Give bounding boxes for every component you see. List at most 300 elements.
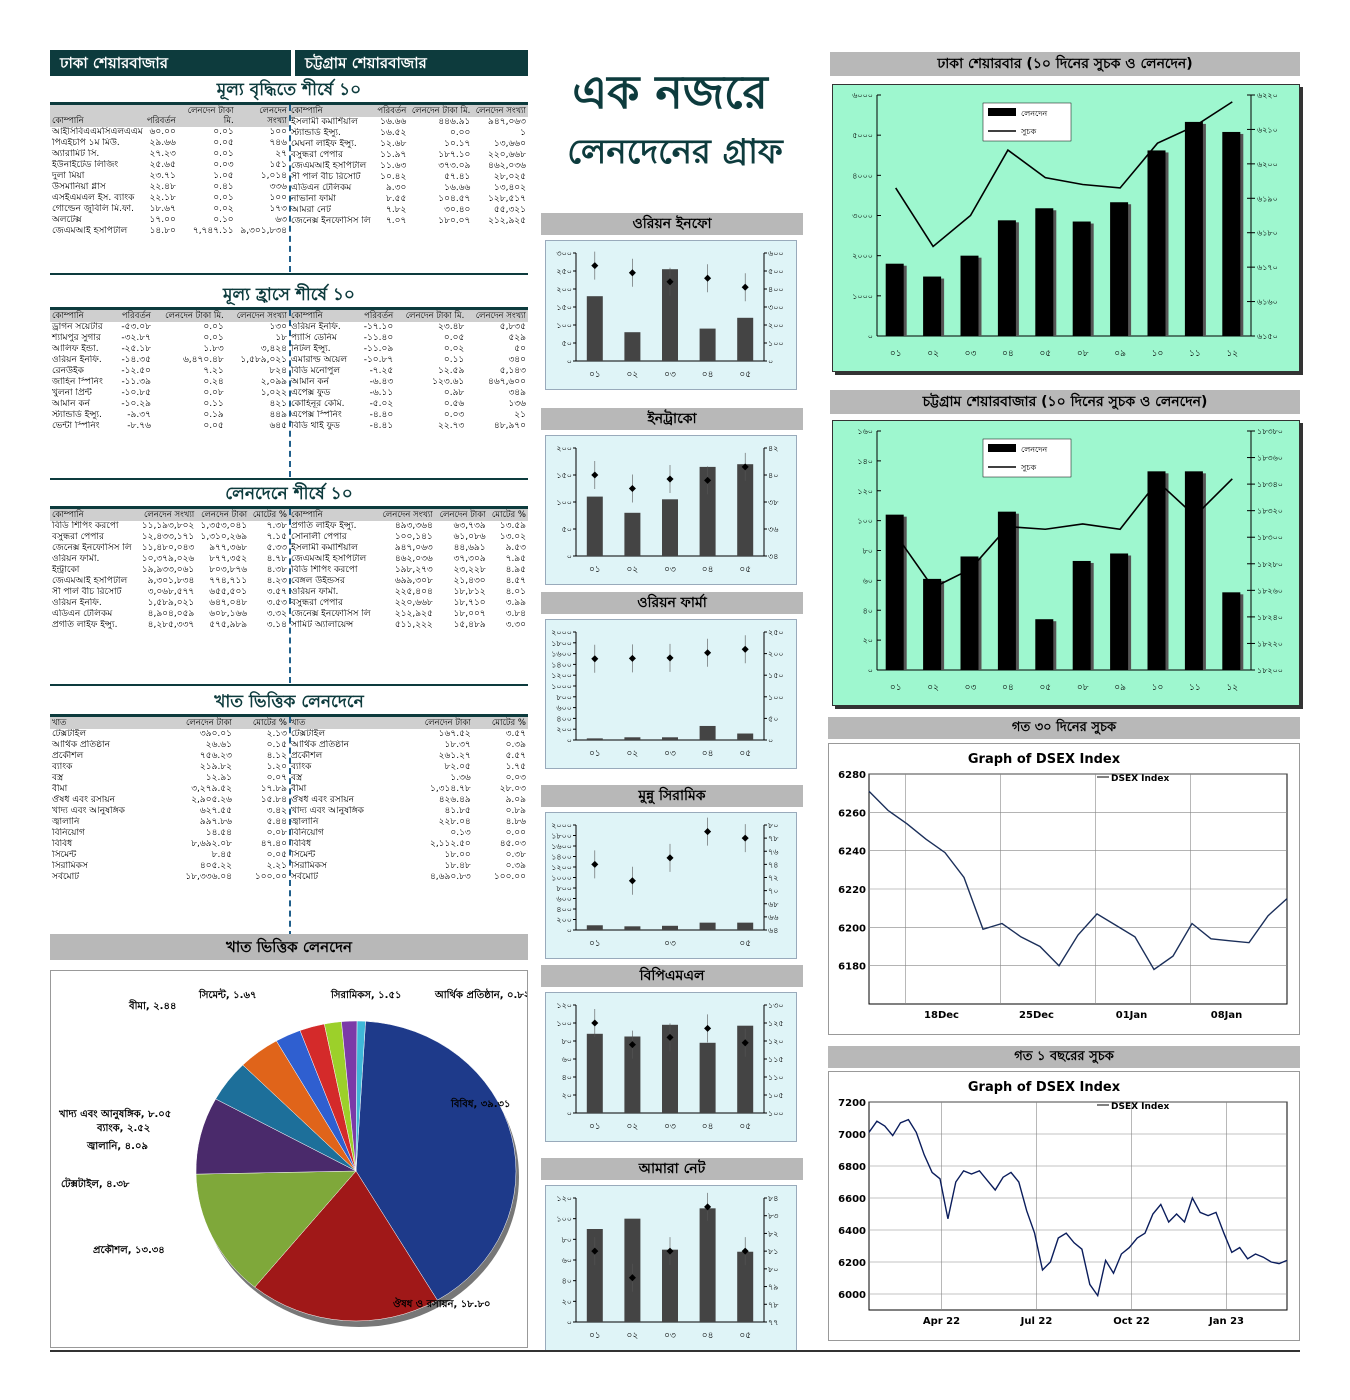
table-cell: ৪.১২: [266, 751, 287, 761]
table-cell: ০.০৩: [505, 773, 526, 783]
y2-tick-label: ৭৭: [768, 1318, 779, 1327]
y2-tick-label: ১৮২৮০: [1257, 559, 1283, 569]
table-row: [289, 740, 528, 751]
y-tick-label: ৫০: [561, 525, 572, 534]
table-cell: ৫৭৫,৯৮৯: [209, 620, 248, 630]
y2-tick-label: ২০০: [768, 649, 784, 659]
oriongen-chart: [546, 241, 796, 389]
dsex30-panel: [828, 743, 1300, 1035]
dot: [629, 485, 636, 492]
y2-tick-label: ৫০০: [768, 267, 784, 276]
column-header: খাত: [50, 717, 161, 729]
pie-label: আর্থিক প্রতিষ্ঠান, ০.৮২: [435, 990, 527, 1001]
table-cell: বিবিধ: [52, 839, 73, 849]
table-cell: ০.০১: [213, 193, 234, 203]
y-tick-label: ০: [566, 357, 572, 366]
column-header: পরিবর্তন: [357, 310, 395, 322]
table-cell: ৭.১৫: [266, 532, 287, 542]
table-cell: ৮০৩,৮৭৬: [209, 565, 248, 575]
table-cell: ওরিয়ন ফার্মা.: [52, 554, 100, 564]
table-cell: ০.০১: [213, 149, 234, 159]
bar: [624, 926, 640, 930]
y2-tick-label: ৩৪: [768, 552, 779, 561]
table-cell: ০.২৪: [203, 377, 224, 387]
table-cell: ইউনাইটেড লিজিং: [52, 160, 119, 170]
table-cell: ০.৩৯: [505, 861, 526, 871]
x-tick-label: ০১: [588, 565, 601, 575]
x-tick-label: ০২: [626, 565, 639, 575]
bar: [998, 220, 1016, 336]
y-tick-label: 6220: [838, 885, 866, 896]
table-cell: ৭.৮২: [385, 205, 407, 215]
column-header: লেনদেন সংখ্যা: [226, 310, 289, 322]
y-tick-label: ৪০০০: [852, 171, 873, 181]
y2-tick-label: ১১৫: [768, 1055, 784, 1064]
table-row: [289, 388, 528, 399]
x-tick-label: ০১: [588, 1122, 601, 1132]
y2-tick-label: ২০০: [768, 321, 784, 330]
table-cell: ১,৩১৪.৭৮: [429, 784, 471, 794]
table-cell: ১১,৪৮০,০৪৩: [141, 543, 195, 553]
bar: [662, 926, 678, 930]
table-cell: ১.৮৩: [203, 344, 224, 354]
table-row: [50, 377, 289, 388]
y-tick-label: ১০০০: [551, 682, 572, 691]
table-cell: ০.০৮: [203, 388, 224, 398]
last1y-title: গত ১ বছরের সুচক: [828, 1046, 1300, 1068]
y-tick-label: ১০০০: [551, 873, 572, 883]
table-row: [289, 183, 528, 194]
table-cell: ৩.৩০: [505, 620, 526, 630]
table-cell: ১,৩১০,২৬৯: [200, 532, 248, 542]
table-cell: ৪.৯৫: [505, 565, 526, 575]
table-cell: এডিএন টেলিকম: [291, 183, 352, 193]
table-cell: ২৫.৬৫: [149, 160, 176, 170]
column-header: পরিবর্তন: [114, 310, 153, 322]
turnover-ctg-table: [289, 509, 528, 631]
y2-tick-label: ৮৩: [768, 1211, 779, 1221]
table-cell: উসমানিয়া গ্লাস: [52, 182, 106, 192]
table-cell: বিডি থাই ফুড: [291, 421, 340, 431]
y2-tick-label: ৬১৫০: [1257, 332, 1278, 341]
bar: [1185, 471, 1203, 670]
table-cell: মেঘনা লাইফ ইন্স্যু.: [291, 139, 357, 149]
dot: [704, 828, 711, 835]
table-row: [50, 587, 289, 598]
y-tick-label: ২০০: [556, 725, 572, 735]
column-header: মোটের %: [234, 717, 289, 729]
y2-tick-label: ৭৪: [768, 860, 779, 870]
table-cell: ৭.৯৫: [505, 554, 526, 564]
orionpharma-chart: [546, 620, 796, 768]
y-tick-label: ২০০: [556, 285, 572, 294]
table-cell: ৩,২৭৯.৫২: [191, 784, 232, 794]
table-row: [289, 762, 528, 773]
x-tick-label: ০১: [588, 749, 601, 759]
table-cell: ১,৩৫৩,০৪১: [200, 521, 248, 531]
table-cell: ১৫১: [269, 160, 287, 170]
rule: [50, 273, 528, 275]
table-cell: বিডি শিপিং করপো: [291, 565, 358, 575]
orionpharma-title: ওরিয়ন ফার্মা: [541, 592, 803, 614]
table-cell: জাহিন স্পিনিং: [52, 377, 103, 387]
y-tick-label: ০: [867, 332, 873, 341]
dhaka-market-header: ঢাকা শেয়ারবাজার: [50, 50, 291, 76]
table-cell: সর্বমোট: [52, 872, 80, 882]
x-tick-label: ০৫: [739, 565, 752, 575]
table-cell: টেক্সটাইল: [291, 729, 326, 739]
table-cell: -১০.২৯: [121, 399, 151, 409]
table-cell: -৯.৩৭: [127, 410, 151, 420]
table-cell: ৬০৮,১৬৬: [209, 609, 248, 619]
table-cell: বসুন্ধরা পেপার: [291, 150, 343, 160]
table-cell: ৪,২৮৫,৩৩৭: [147, 620, 195, 630]
y2-tick-label: ৬৮: [768, 899, 779, 909]
amranet-panel: [545, 1185, 797, 1351]
sectors-ctg-table: [289, 717, 528, 883]
table-cell: ৪২১: [269, 399, 287, 409]
column-header: পরিবর্তন: [145, 105, 178, 127]
y-tick-label: ১৮০০: [551, 831, 572, 841]
table-cell: ওরিয়ন ইনফি.: [291, 322, 341, 332]
bar: [923, 277, 941, 336]
legend: [983, 439, 1071, 477]
table-row: [289, 421, 528, 432]
table-cell: ৪৪৬.৯১: [438, 117, 471, 127]
table-row: [50, 399, 289, 410]
table-cell: ইসলামী কমার্শিয়াল: [291, 117, 358, 127]
column-header: লেনদেন টাকা মি.: [153, 310, 226, 322]
table-cell: ৭৪৬: [269, 138, 287, 148]
legend-label: DSEX Index: [1111, 774, 1170, 784]
rule: [50, 684, 528, 686]
column-header: কোম্পানি: [289, 509, 377, 521]
column-header: কোম্পানি: [50, 310, 114, 322]
table-cell: প্রকৌশল: [52, 751, 84, 761]
table-cell: ৩.১৪: [266, 620, 287, 630]
table-cell: ইন্ট্রাকো: [52, 565, 80, 575]
table-cell: ২১: [514, 410, 526, 420]
y-tick-label: ০: [867, 666, 873, 675]
table-row: [50, 193, 289, 204]
table-row: [289, 565, 528, 576]
table-cell: ০.১১: [443, 355, 465, 365]
table-cell: ৩৭৩.০৯: [438, 161, 471, 171]
table-row: [289, 795, 528, 806]
table-cell: ১০০,১৪১: [394, 532, 433, 542]
last30-title: গত ৩০ দিনের সুচক: [828, 717, 1300, 739]
y2-tick-label: ৭২: [768, 873, 779, 883]
table-cell: আর্থিক প্রতিষ্ঠান: [291, 740, 349, 750]
y2-tick-label: ১০৫: [768, 1091, 784, 1100]
table-cell: -১১.০৯: [363, 344, 394, 354]
bar: [1185, 122, 1203, 336]
table-row: [50, 226, 289, 237]
y-tick-label: 6280: [838, 770, 866, 781]
table-row: [289, 410, 528, 421]
y2-tick-label: ৬১৭০: [1257, 263, 1278, 273]
table-cell: ২২.৪৮: [149, 182, 176, 192]
bar: [624, 513, 640, 556]
y2-tick-label: ১০০: [768, 1109, 784, 1118]
x-tick-label: ০৫: [739, 1331, 752, 1341]
munnu-chart: [546, 813, 796, 958]
y2-tick-label: ৬২১০: [1257, 125, 1278, 135]
table-cell: ৫২৯: [508, 333, 526, 343]
y-tick-label: ১০০: [556, 498, 572, 507]
dsex1y-chart: [829, 1072, 1299, 1340]
pie-label: সিমেন্ট, ১.৬৭: [199, 990, 257, 1001]
bar: [700, 923, 716, 930]
pie-label: প্রকৌশল, ১৩.৩৪: [93, 1245, 165, 1256]
x-tick-label: ০৩: [664, 749, 676, 759]
table-cell: ৯,৩০১,৮৩৪: [240, 226, 287, 236]
x-tick-label: ০১: [889, 349, 902, 359]
x-tick-label: ০২: [626, 749, 639, 759]
bar: [1110, 202, 1128, 336]
table-cell: ০.০০: [449, 128, 471, 138]
table-cell: ১২,৪৩৩,১৭১: [141, 532, 195, 542]
y-tick-label: ০: [566, 552, 572, 561]
losers-dhaka-table: [50, 310, 289, 432]
column-header: লেনদেন টাকা: [161, 717, 234, 729]
table-cell: বিবিধ: [291, 839, 312, 849]
y-tick-label: ২৫০: [556, 267, 572, 276]
table-cell: সী পার্ল বীচ রিসোর্ট: [291, 172, 361, 182]
bar: [662, 499, 678, 556]
losers-section: [50, 283, 528, 480]
x-tick-label: Oct 22: [1113, 1316, 1150, 1327]
table-cell: ৯.০৯: [505, 795, 526, 805]
dot: [666, 654, 673, 661]
column-header: কোম্পানি: [289, 105, 375, 117]
table-row: [289, 817, 528, 828]
table-row: [289, 377, 528, 388]
table-cell: ১৮,৭১০: [453, 598, 486, 608]
y-tick-label: ৬০: [561, 1055, 572, 1064]
y-tick-label: ৩০০: [556, 249, 572, 258]
y2-tick-label: ৭৮: [768, 834, 779, 844]
legend-label: সুচক: [1021, 127, 1037, 136]
y-tick-label: ১২০: [556, 1001, 572, 1010]
table-cell: ১৭.৮৯: [260, 784, 287, 794]
oriongen-panel: [545, 240, 797, 390]
dhaka10-title: ঢাকা শেয়ারবার (১০ দিনের সুচক ও লেনদেন): [830, 52, 1300, 76]
turnover-title: লেনদেনে শীর্ষে ১০: [225, 484, 353, 504]
table-cell: ৫.৩৩: [266, 543, 287, 553]
table-cell: ৪৫.০৩: [499, 839, 526, 849]
y-tick-label: ১৫০: [556, 471, 572, 480]
y-tick-label: ২০০০: [551, 821, 572, 830]
table-row: [50, 817, 289, 828]
table-cell: ২,৯০৫.২৬: [191, 795, 232, 805]
table-cell: ১৩,৪০২: [493, 183, 526, 193]
table-cell: ৮৭৭,৩৫২: [209, 554, 248, 564]
x-tick-label: ০৪: [701, 1122, 714, 1132]
ctg10-chart: [833, 421, 1299, 705]
bpml-chart: [546, 993, 796, 1141]
bar: [1222, 132, 1240, 336]
table-row: [289, 366, 528, 377]
y2-tick-label: ১৮৩৪০: [1257, 480, 1283, 490]
table-cell: ১,০২২: [260, 388, 287, 398]
y2-tick-label: ১৮৩৮০: [1257, 427, 1283, 436]
table-row: [50, 521, 289, 532]
column-header: কোম্পানি: [50, 509, 137, 521]
table-cell: ৫.৫৭: [505, 751, 526, 761]
table-cell: ৪৬৭,৬০০: [488, 377, 526, 387]
table-row: [50, 204, 289, 215]
table-cell: ৯৯৭.৮৬: [199, 817, 232, 827]
table-cell: ৬০.০০: [149, 127, 176, 137]
y2-tick-label: ৪২: [768, 444, 779, 453]
y-tick-label: ৪০: [561, 1073, 572, 1082]
table-row: [289, 620, 528, 631]
table-cell: ১৮.৩৭: [444, 740, 471, 750]
table-cell: ৪১.৮৫: [444, 806, 471, 816]
table-cell: ১৮.৬৭: [149, 204, 176, 214]
table-cell: -১০.৮৭: [363, 355, 394, 365]
y2-tick-label: ৬৪: [768, 926, 779, 935]
table-row: [289, 729, 528, 740]
x-tick-label: ০১: [588, 370, 601, 380]
table-cell: ১৭৩: [269, 204, 287, 214]
dot: [591, 262, 598, 269]
table-cell: ০.০৫: [443, 333, 465, 343]
table-cell: জেনেক্স ইনফোসিস লি: [291, 609, 371, 619]
table-cell: -১৪.৩৫: [121, 355, 151, 365]
table-cell: বীমা: [291, 784, 307, 794]
table-cell: ২২.১৮: [149, 193, 176, 203]
legend-label: লেনদেন: [1021, 109, 1048, 118]
y-tick-label: ৪০: [862, 606, 873, 616]
table-row: [289, 609, 528, 620]
y-tick-label: 6200: [838, 1258, 866, 1269]
table-row: [50, 850, 289, 861]
bar: [700, 1208, 716, 1322]
table-cell: ৭.৩৮: [266, 521, 287, 531]
table-cell: এপেক্স ফুড: [291, 388, 331, 398]
table-cell: অ্যারামিট সি.: [52, 149, 100, 159]
table-cell: ১.৩৬: [450, 773, 471, 783]
y-tick-label: ১৪০০: [551, 660, 572, 670]
dot: [704, 275, 711, 282]
table-row: [289, 128, 528, 139]
y-tick-label: ৮০০: [556, 692, 572, 702]
table-cell: ২৬১.২৭: [438, 751, 471, 761]
table-cell: ৩০.৪০: [444, 205, 471, 215]
dot: [629, 655, 636, 662]
y-tick-label: 6200: [838, 923, 866, 935]
x-tick-label: ০১: [889, 683, 902, 693]
table-cell: -৭.২৫: [369, 366, 394, 376]
gainers-dhaka-table: [50, 105, 289, 237]
table-cell: ৬৫৫,৫০১: [209, 587, 248, 597]
table-row: [289, 322, 528, 333]
column-header: মোটের %: [488, 509, 528, 521]
table-cell: ৩.৫৭: [266, 587, 287, 597]
column-header: লেনদেন সংখ্যা: [137, 509, 196, 521]
y-tick-label: 7000: [838, 1130, 866, 1141]
y2-tick-label: ১১০: [768, 1073, 784, 1082]
y2-tick-label: ১৫০: [768, 671, 784, 681]
table-cell: -৫৩.০৮: [121, 322, 151, 332]
table-cell: ৪৪,৬৯১: [453, 543, 486, 553]
y-tick-label: ৮০: [862, 546, 873, 556]
table-cell: ০.০৮: [266, 828, 287, 838]
losers-title: মূল্য হ্রাসে শীর্ষে ১০: [223, 285, 355, 305]
table-cell: ১.০৫: [213, 171, 234, 181]
table-cell: ৫.৪৪: [266, 817, 287, 827]
bar: [886, 264, 904, 336]
table-cell: ড্রাগন সয়েটার: [52, 322, 103, 332]
y-tick-label: ৬০: [862, 576, 873, 586]
table-cell: ব্যাংক: [52, 762, 73, 772]
intraco-chart: [546, 436, 796, 584]
y2-tick-label: ৬০০: [768, 249, 784, 258]
table-row: [50, 182, 289, 193]
index-line: [896, 479, 1233, 588]
table-cell: ১.৭৫: [505, 762, 526, 772]
y2-tick-label: ৬২২০: [1257, 91, 1278, 100]
table-cell: -৫.০২: [369, 399, 394, 409]
y-tick-label: ০: [566, 736, 572, 745]
table-cell: ৩.৯৯: [505, 598, 526, 608]
table-cell: ৩৯০.০১: [199, 729, 232, 739]
table-cell: আর্থিক প্রতিষ্ঠান: [52, 740, 110, 750]
y-tick-label: ২০: [561, 1297, 572, 1307]
table-cell: ১,৫৮৯,০২১: [147, 598, 195, 608]
table-cell: ৬২৭.৫৫: [199, 806, 232, 816]
table-cell: ২২৮.০৪: [438, 817, 471, 827]
table-cell: ১০০.০০: [254, 872, 287, 882]
x-tick-label: ০৪: [701, 1331, 714, 1341]
table-cell: ১: [520, 128, 526, 138]
table-cell: ২৭: [275, 149, 287, 159]
table-cell: ১০০: [269, 127, 287, 137]
table-cell: খাদ্য এবং আনুষঙ্গিক: [52, 806, 125, 816]
x-tick-label: ০৩: [964, 349, 977, 359]
table-cell: টেক্সটাইল: [52, 729, 87, 739]
table-row: [289, 399, 528, 410]
x-tick-label: ০২: [927, 349, 939, 359]
table-cell: ৪২৬.৪৯: [438, 795, 471, 805]
column-header: কোম্পানি: [289, 310, 357, 322]
table-row: [50, 554, 289, 565]
table-cell: প্রগতি লাইফ ইন্স্যু.: [291, 521, 357, 531]
y2-tick-label: ৭৬: [768, 847, 779, 857]
turnover-section: [50, 482, 528, 686]
table-cell: ১৮৭.১০: [438, 150, 471, 160]
y-tick-label: ১২০০: [551, 863, 572, 872]
x-tick-label: ০৫: [1039, 683, 1052, 693]
bar: [1148, 150, 1166, 336]
y2-tick-label: ৬২০০: [1257, 159, 1278, 169]
y-tick-label: ২০০০: [551, 628, 572, 637]
dot: [591, 471, 598, 478]
table-cell: জেনেক্স ইনফোসিস লি: [52, 543, 132, 553]
x-tick-label: ১২: [1226, 683, 1239, 693]
bar: [737, 318, 753, 361]
y2-tick-label: ১৮৩২০: [1257, 506, 1283, 516]
turnover-dhaka-table: [50, 509, 289, 631]
pie-label: ঔষধ ও রসায়ন, ১৮.৮০: [393, 1299, 491, 1310]
table-cell: ২২৫,৪০৪: [394, 587, 433, 597]
table-cell: সোনালী পেপার: [291, 532, 347, 542]
table-cell: ০.০১: [203, 333, 224, 343]
table-cell: ০.০১: [213, 127, 234, 137]
table-cell: ৪০৫.২২: [199, 861, 232, 871]
